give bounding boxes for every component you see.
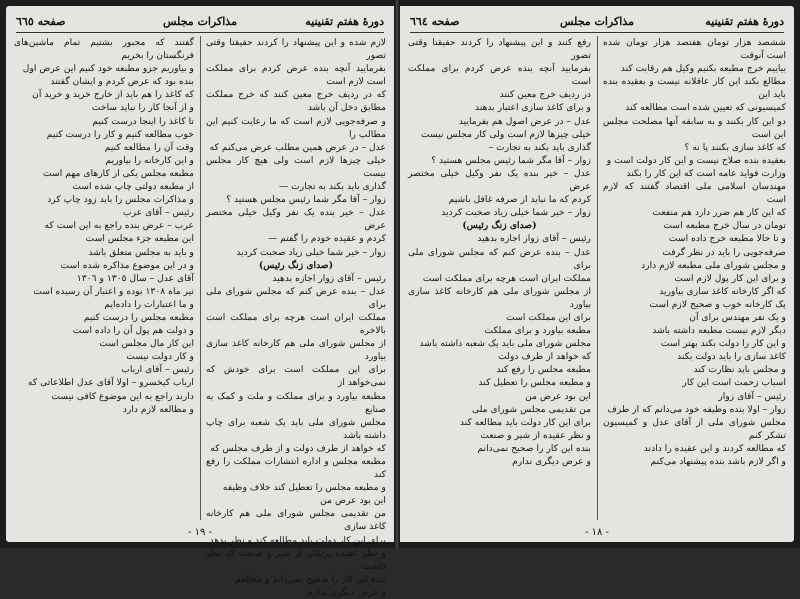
right-column-2 xyxy=(408,36,591,520)
text-line: خوب مطالعه کنیم و کار را درست کنیم xyxy=(46,128,194,140)
text-line: و کار دولت نیست xyxy=(126,351,194,363)
text-line: زوار – آقا مگر شما رئیس مجلس هستید ؟ xyxy=(431,154,591,166)
text-line: برای این مملکت است برای خودش که نمی‌خواهد از xyxy=(206,364,386,389)
text-line: و مطبعه مجلس را تعطیل کند خلاف وظیفه xyxy=(222,482,386,494)
text-line: و ما اعتبارات را داده‌ایم xyxy=(104,298,194,310)
left-page-folio: - ١٩ - xyxy=(188,527,212,538)
text-line: کردم و عقیده خودم را گفتم — xyxy=(267,233,386,245)
text-line: کردم که ما نباید از صرفه غافل باشیم xyxy=(448,194,591,206)
text-line: این بود عرض من xyxy=(525,390,591,402)
text-line: بنده این کار را صحیح نمی‌دانم و مخالفم xyxy=(234,573,386,585)
text-line: دارند راجع به این موضوع کافی نیست xyxy=(51,390,194,402)
text-line: گذاری باید بکند به تجارت – xyxy=(488,141,591,153)
text-line: تا کاغذ را اینجا درست کنیم xyxy=(92,115,194,127)
text-line: و مطالعه لازم دارد xyxy=(122,403,194,415)
text-line: و در این موضوع مذاکره شده است xyxy=(60,259,194,271)
right-journal-label: دورهٔ هفتم تقنینیه xyxy=(705,15,784,28)
text-line: از مجلس شورای ملی هم کارخانه کاغذ سازی بیاورد xyxy=(206,338,386,363)
text-line: (صدای زنگ رئیس) xyxy=(258,259,334,271)
text-line: و مجلس باید نظارت کند xyxy=(693,364,786,376)
text-line: که مطالعه کردند و این عقیده را دادند xyxy=(643,442,786,454)
text-line: گذاری باید بکند به تجارت — xyxy=(279,181,386,193)
text-line: مطبعه مجلس را رفع کند xyxy=(496,364,591,376)
text-line: وقت آن را مطالعه کنیم xyxy=(104,141,194,153)
text-line: و اگر لازم باشد بنده پیشنهاد می‌کنم xyxy=(650,456,786,467)
text-line: عدل – بنده عرض کنم که مجلس شورای ملی برای xyxy=(206,285,386,310)
text-line: و عرض دیگری ندارم xyxy=(307,586,386,598)
text-line: عدل – بنده عرض کنم که مجلس شورای ملی برای xyxy=(408,246,591,271)
text-line: زوار – اولا بنده وظیفه خود می‌دانم که از طرف xyxy=(607,403,786,415)
right-title: مذاکرات مجلس xyxy=(560,15,634,28)
text-line: عدل – خیر بنده یک نفر وکیل خیلی مختصر عرض xyxy=(206,207,386,232)
text-line: از مجلس شورای ملی هم کارخانه کاغذ سازی بیاورد xyxy=(408,285,591,310)
left-title: مذاکرات مجلس xyxy=(163,15,237,28)
text-line: این بود عرض من xyxy=(320,495,386,507)
right-columns xyxy=(408,36,786,520)
text-line: عدل – در عرض اصول هم بفرمایید xyxy=(458,115,591,127)
text-line: مهندسان اسلامی ملی اقتصاد گفتند که لازم است xyxy=(603,181,786,206)
left-page xyxy=(6,6,394,598)
text-line: یک کارخانه خوب و صحیح لازم است xyxy=(649,298,786,310)
text-line: که اگر کارخانه کاغذ سازی بیاورید xyxy=(659,285,786,297)
text-line: خیلی چیزها لازم است ولی هیچ کار مجلس نیست xyxy=(206,154,386,179)
text-line: و بیاوریم جزو مطبعه خود کنیم این عرض اول xyxy=(22,63,194,75)
text-line: مطالع بکند این کار عاقلانه نیست و بعقیده بنده باید این xyxy=(603,76,786,101)
text-line: و نظر عقیده پرتکان از شیر و صنعت که نظر داشت xyxy=(206,547,386,572)
column-divider xyxy=(200,36,201,520)
text-line: برای این کار دولت باید مطالعه کند و نظر بدهد xyxy=(209,534,386,546)
text-line: و تا حالا مطبعه خرج داده است xyxy=(668,233,786,245)
text-line: رئیس – آقای عرب xyxy=(123,207,194,219)
text-line: تومان در سال خرج مطبعه است xyxy=(663,220,786,232)
text-line: و مجلس شورای ملی مطبعه لازم دارد xyxy=(641,259,786,271)
text-line: مطبعه مجلس یکی از کارهای مهم است xyxy=(43,167,194,179)
text-line: کمیسیونی که تعیین شده است مطالعه کند xyxy=(625,102,786,114)
text-line: دیگر لازم نیست مطبعه داشته باشد xyxy=(652,325,786,337)
left-page-header xyxy=(16,12,384,33)
text-line: مطبعه مجلس را درست کنیم xyxy=(83,311,194,323)
text-line: مجلس شورای ملی باید یک شعبه داشته باشد xyxy=(419,338,591,350)
text-line: زوار – خیر شما خیلی زیاد صحبت کردید xyxy=(236,246,386,258)
text-line: گفتند که مجبور بشتیم تمام ماشین‌های فرنگستان را بخریم xyxy=(14,37,194,62)
text-line: در ردیف خرج معین کنند xyxy=(499,89,591,101)
text-line: که کاغذ سازی بکنند یا نه ؟ xyxy=(684,141,786,153)
text-line: من تقدیمی مجلس شورای ملی هم کارخانه کاغذ سازی xyxy=(206,508,386,533)
right-page-folio: - ١٨ - xyxy=(585,527,609,538)
text-line: ششصد هزار تومان هفتصد هزار تومان شده است آنوقت xyxy=(603,37,786,62)
text-line: عدل – خیر بنده یک نفر وکیل خیلی مختصر عرض xyxy=(408,167,591,193)
text-line: و از آنجا کار را نباید ساخت xyxy=(91,102,194,114)
text-line: دو این کار بکنند و به سابقه آنها مصلحت مجلس این است xyxy=(603,115,786,140)
text-line: و مذاکرات مجلس را باید زود چاپ کرد xyxy=(47,194,194,206)
text-line: (صدای زنگ رئیس) xyxy=(462,220,537,232)
text-line: رئیس – آقای زوار xyxy=(718,390,786,402)
text-line: که خواهد از طرف دولت و از طرف مجلس که xyxy=(210,442,386,454)
text-line: مملکت ایران است هرچه برای مملکت است بالاخره xyxy=(206,311,386,337)
text-line: و برای کاغذ سازی اعتبار بدهند xyxy=(475,102,591,114)
text-line: برای این کار دولت باید مطالعه کند xyxy=(459,416,591,428)
text-line: و یک نفر مهندس برای آن xyxy=(689,311,786,323)
right-page-number: صفحه ٦٦٤ xyxy=(410,15,460,28)
text-line: این مطبعه جزء مجلس است xyxy=(85,233,194,245)
left-column-2 xyxy=(14,36,194,520)
text-line: عرب – عرض بنده راجع به این است که xyxy=(44,220,194,232)
right-page-header xyxy=(410,12,784,33)
left-column-1 xyxy=(206,36,386,598)
text-line: از مطبعه دولتی چاپ شده است xyxy=(72,181,194,193)
text-line: و این کار را دولت بکند بهتر است xyxy=(660,338,786,350)
text-line: کاغذ سازی را باید دولت بکند xyxy=(677,351,786,363)
text-line: که این کار هم ضرر دارد هم منفعت xyxy=(652,207,786,219)
right-column-1 xyxy=(603,36,786,520)
text-line: خیلی چیزها لازم است ولی کار مجلس نیست xyxy=(420,128,591,140)
text-line: بنده بود که عرض کردم و ایشان گفتند xyxy=(50,76,194,88)
text-line: ارباب کیخسرو – اولا آقای عدل اطلاعاتی که xyxy=(27,377,194,389)
text-line: رفع کنند و این پیشنهاد را کردند حقیقتا وقتی تصور xyxy=(408,37,591,62)
text-line: لازم شده و این پیشنهاد را کردند حقیقتا وقتی تصور xyxy=(206,37,386,62)
text-line: مطبعه بیاورد و برای مملکت و ملت و کمک به صنایع xyxy=(206,390,386,415)
text-line: بفرمایید آنچه بنده عرض کردم برای مملکت است لازم است xyxy=(206,63,386,88)
text-line: وزارت فواید عامه است که این کار را بکند xyxy=(626,167,786,179)
text-line: بیاییم خرج مطبعه بکنیم وکیل هم رقابت کند xyxy=(620,63,786,75)
text-line: عدل – در عرض همین مطلب عرض می‌کنم که xyxy=(209,141,386,153)
text-line: اسباب زحمت است این کار xyxy=(682,377,786,389)
left-journal-label: دورهٔ هفتم تقنینیه xyxy=(305,15,384,28)
text-line: و نظر عقیده از شیر و صنعت xyxy=(480,429,591,441)
text-line: و برای این کار پول لازم است xyxy=(674,272,786,284)
text-line: برای این مملکت است xyxy=(506,311,591,323)
text-line: که کاغذ را هم باید از خارج خرید و خرید آن xyxy=(32,89,194,101)
text-line: که در ردیف خرج معین کنند که خرج مملکت مطابق دخل آن باشد xyxy=(206,89,386,114)
text-line: و دولت هم پول آن را داده است xyxy=(72,325,194,337)
text-line: مطبعه مجلس و اداره انتشارات مملکت را رفع کند xyxy=(206,456,386,481)
text-line: زوار – خیر شما خیلی زیاد صحبت کردید xyxy=(441,207,591,219)
text-line: صرفه‌جویی را باید در نظر گرفت xyxy=(662,246,786,258)
text-line: زوار – آقا مگر شما رئیس مجلس هستید ؟ xyxy=(226,194,386,206)
text-line: بفرمایید آنچه بنده عرض کردم برای مملکت است xyxy=(408,63,591,88)
text-line: و این کارخانه را بیاوریم xyxy=(105,154,194,166)
text-line: که خواهد از طرف دولت xyxy=(498,351,591,363)
text-line: و باید به مجلس متعلق باشد xyxy=(88,246,194,258)
right-page xyxy=(400,6,794,542)
text-line: رئیس – آقای ارباب xyxy=(121,364,194,376)
text-line: و عرض دیگری ندارم xyxy=(512,456,591,467)
left-page-number: صفحه ٦٦٥ xyxy=(16,15,66,28)
text-line: و صرفه‌جویی لازم است که ما رعایت کنیم این مطالب را xyxy=(206,115,386,140)
text-line: مجلس شورای ملی از آقای عدل و کمیسیون تشکر کنم xyxy=(603,416,786,441)
text-line: رئیس – آقای زوار اجازه بدهید xyxy=(272,272,386,284)
text-line: آقای عدل – سال ١٣٠٥ و ١٣٠٦ xyxy=(76,272,194,284)
column-divider xyxy=(597,36,598,520)
text-line: تیر ماه ١٣٠٨ بوده و اعتبار آن رسیده است xyxy=(33,285,194,297)
text-line: مملکت ایران است هرچه برای مملکت است xyxy=(422,272,591,284)
text-line: رئیس – آقای زوار اجازه بدهید xyxy=(477,233,591,245)
text-line: بنده این کار را صحیح نمی‌دانم xyxy=(477,442,591,454)
text-line: مجلس شورای ملی باید یک شعبه برای چاپ داشته باشد xyxy=(206,416,386,441)
text-line: این کار مال مجلس است xyxy=(99,338,194,350)
text-line: بعقیده بنده صلاح نیست و این کار دولت است و xyxy=(606,154,786,166)
text-line: و مطبعه مجلس را تعطیل کند xyxy=(478,377,591,389)
text-line: مطبعه بیاورد و برای مملکت xyxy=(484,325,591,337)
text-line: من تقدیمی مجلس شورای ملی xyxy=(471,403,591,415)
